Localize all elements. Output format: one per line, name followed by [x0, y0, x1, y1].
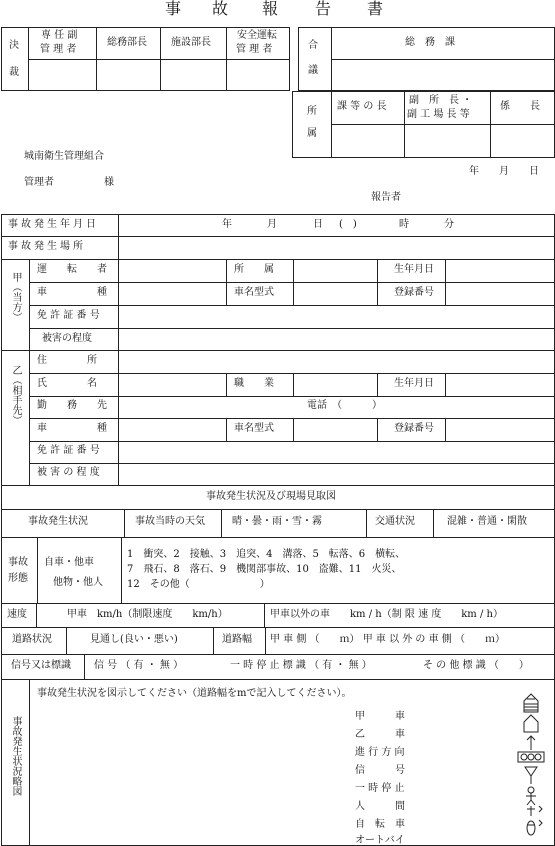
kou-birth-label: 生年月日 [394, 264, 434, 275]
otsu-car-label: 車 種 [37, 423, 107, 434]
other-sign-options: そ の 他 標 識 （ ） [423, 660, 529, 671]
fukushochou-label: 副 所 長 ・ [409, 95, 473, 106]
date-hour: 時 [399, 219, 409, 230]
column-header: 管 理 者 [236, 44, 273, 55]
shozoku-label: 所 [307, 106, 317, 117]
date-minute: 分 [444, 219, 454, 230]
column-header: 総務部長 [107, 37, 147, 48]
bicycle-icon [527, 806, 542, 816]
otsu-job-label: 職 業 [234, 378, 274, 389]
stop-sign-options: 一 時 停 止 標 識 （ 有 ・ 無 ） [230, 660, 372, 671]
title-char: 事 [165, 0, 182, 18]
traffic-label: 交通状況 [375, 516, 415, 527]
otsu-address-label: 住 所 [37, 355, 97, 366]
soumuka-label: 総 務 課 [405, 37, 455, 48]
kou-model-label: 車名型式 [234, 287, 274, 298]
legend-item: 一 時 停 止 [355, 783, 405, 794]
otsu-birth-label: 生年月日 [394, 378, 434, 389]
person-icon [526, 787, 536, 805]
otsu-work-label: 勤 務 先 [37, 400, 107, 411]
kou-reg-label: 登録番号 [394, 287, 434, 298]
kou-license-label: 免 許 証 番 号 [37, 310, 100, 321]
kou-affil-label: 所 属 [234, 264, 274, 275]
column-header: 管 理 者 [40, 44, 77, 55]
organization-name: 城南衛生管理組合 [24, 151, 104, 162]
speed-label: 速度 [7, 609, 27, 620]
column-header: 安全運転 [237, 30, 277, 41]
legend-item: 信 号 [355, 765, 405, 776]
legend-item: 進 行 方 向 [355, 747, 405, 758]
shozoku-label: 属 [307, 128, 317, 139]
otsu-license-label: 免 許 証 番 号 [37, 445, 100, 456]
motorcycle-icon [527, 820, 542, 835]
manager-line: 管理者 様 [24, 177, 114, 188]
date-day: 日 [313, 219, 323, 230]
legend-item: 乙 車 [355, 729, 405, 740]
road-label: 道路状況 [12, 634, 52, 645]
form-label: 形態 [8, 573, 28, 584]
situation-header: 事故発生状況及び現場見取図 [206, 491, 336, 502]
otsu-damage-label: 被 害 の 程 度 [37, 467, 100, 478]
sketch-instruction: 事故発生状況を図示してください（道路幅をmで記入してください）。 [37, 688, 352, 699]
date-weekday: ( ) [339, 219, 357, 230]
kessai-label: 決 [9, 40, 19, 51]
kou-car-label: 車 種 [37, 287, 107, 298]
report-date: 年 月 日 [469, 166, 539, 177]
otsu-model-label: 車名型式 [234, 423, 274, 434]
kachou-label: 課 等 の 長 [337, 101, 387, 112]
kessai-label: 裁 [9, 67, 19, 78]
kakarichou-label: 係 長 [500, 101, 540, 112]
title-char: 書 [367, 0, 384, 18]
column-header: 施設部長 [171, 37, 211, 48]
visibility-options: 見通し(良い・悪い) [90, 634, 178, 645]
main-form [1, 214, 555, 846]
otsu-label: 乙（相手先） [10, 365, 21, 425]
signal-options: 信 号 （ 有 ・ 無 ） [94, 660, 184, 671]
kou-damage-label: 被害の程度 [42, 333, 92, 344]
direction-arrow-icon [527, 736, 535, 750]
form-type: 自車・他車 [44, 557, 94, 568]
road-width-value: 甲 車 側 （ ｍ） 甲 車 以 外 の 車 側 （ ｍ） [270, 634, 505, 645]
gogi-label: 議 [308, 65, 318, 76]
car-b-icon [524, 715, 538, 732]
weather-label: 事故当時の天気 [135, 516, 205, 527]
date-month: 月 [267, 219, 277, 230]
legend-item: 自 転 車 [355, 819, 405, 830]
reporter-label: 報告者 [371, 192, 401, 203]
speed-other: 甲車以外の車 km / h（制 限 速 度 km / h） [270, 609, 503, 620]
kou-driver-label: 運 転 者 [37, 264, 107, 275]
gogi-label: 合 [308, 40, 318, 51]
title-char: 故 [212, 0, 229, 18]
otsu-name-label: 氏 名 [37, 378, 97, 389]
legend-icons [513, 692, 549, 842]
weather-options: 晴・曇・雨・雪・霧 [232, 516, 322, 527]
situation-label: 事故発生状況 [28, 516, 88, 527]
legend-item: オートバイ [355, 835, 405, 846]
form-list-line: 12 その他（ ） [127, 579, 270, 590]
form-type: 他物・他人 [53, 577, 103, 588]
date-year: 年 [222, 219, 232, 230]
road-width-label: 道路幅 [222, 634, 252, 645]
fukushochou-label: 副 工 場 長 等 [407, 109, 470, 120]
sketch-label: 事故発生状況略図 [10, 716, 21, 796]
otsu-reg-label: 登録番号 [394, 423, 434, 434]
place-label: 事故発生場所 [8, 241, 86, 252]
legend-item: 人 間 [355, 801, 405, 812]
kou-label: 甲（当方） [10, 272, 21, 322]
traffic-options: 混雑・普通・閑散 [447, 516, 527, 527]
signals-label: 信号又は標識 [11, 660, 71, 671]
form-list-line: 7 飛石、8 落石、9 機関部事故、10 盗難、11 火災、 [127, 564, 402, 575]
stop-sign-icon [525, 767, 537, 784]
title-char: 報 [262, 0, 279, 18]
otsu-phone-label: 電話 （ ） [307, 400, 382, 411]
form-list-line: 1 衝突、2 接触、3 追突、4 溝落、5 転落、6 横転、 [127, 549, 406, 560]
car-a-icon [524, 694, 538, 712]
traffic-light-icon [518, 752, 544, 762]
form-label: 事故 [8, 557, 28, 568]
speed-kou: 甲車 km/h（制限速度 km/h） [67, 609, 228, 620]
date-label: 事故発生年月日 [8, 219, 99, 230]
legend-item: 甲 車 [355, 711, 405, 722]
column-header: 専 任 副 [41, 30, 78, 41]
title-char: 告 [315, 0, 332, 18]
